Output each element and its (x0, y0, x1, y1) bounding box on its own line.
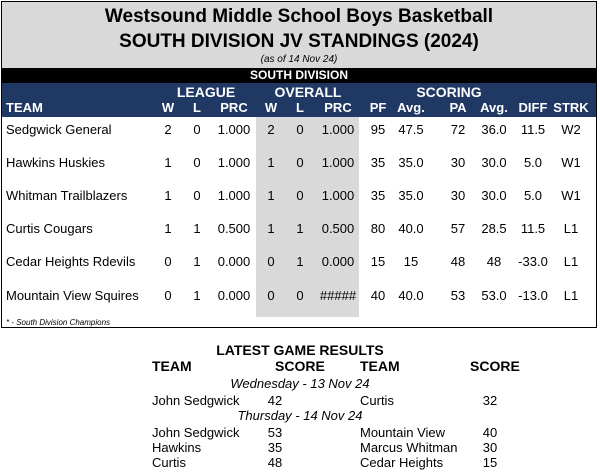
cell-l: 0 (296, 188, 304, 203)
game-team: John Sedgwick (152, 425, 240, 440)
table-row (2, 153, 596, 173)
results-title: LATEST GAME RESULTS (216, 342, 384, 358)
cell-pf: 35 (370, 155, 386, 170)
cell-prc: 0.500 (321, 221, 355, 236)
standings-table (1, 1, 597, 328)
cell-w: 1 (164, 155, 172, 170)
game-score: 40 (482, 425, 498, 440)
cell-strk: L1 (563, 221, 579, 236)
cell-pf: 35 (370, 188, 386, 203)
team-name: Curtis Cougars (6, 221, 93, 236)
team-name: Hawkins Huskies (6, 155, 105, 170)
cell-w: 1 (267, 188, 275, 203)
cell-prc: 0.500 (217, 221, 251, 236)
cell-w: 0 (267, 254, 275, 269)
column-header-4: W (264, 100, 278, 115)
team-name: Whitman Trailblazers (6, 188, 128, 203)
table-row (2, 219, 596, 239)
game-team: Mountain View (360, 425, 446, 440)
cell-strk: L1 (563, 254, 579, 269)
column-header-8: Avg. (397, 100, 425, 115)
cell-pa: 72 (450, 122, 466, 137)
cell-pf: 40 (370, 288, 386, 303)
cell-avg: 40.0 (398, 288, 424, 303)
cell-prc: 1.000 (217, 188, 251, 203)
game-team: Curtis (152, 455, 186, 470)
table-row (2, 120, 596, 140)
cell-w: 1 (164, 221, 172, 236)
group-scoring: SCORING (416, 84, 482, 100)
game-score: 42 (267, 393, 283, 408)
cell-w: 0 (164, 254, 172, 269)
table-row (2, 186, 596, 206)
cell-strk: L1 (563, 288, 579, 303)
page-title: Westsound Middle School Boys Basketball (104, 6, 494, 27)
game-score: 15 (482, 455, 498, 470)
cell-strk: W1 (561, 155, 581, 170)
cell-strk: W1 (561, 188, 581, 203)
game-team: John Sedgwick (152, 393, 240, 408)
cell-l: 0 (193, 155, 201, 170)
cell-prc: 1.000 (321, 155, 355, 170)
cell-avg: 15 (403, 254, 419, 269)
game-team: Hawkins (152, 440, 202, 455)
table-row (2, 286, 596, 306)
cell-l: 0 (193, 188, 201, 203)
cell-l: 1 (296, 221, 304, 236)
cell-l: 1 (193, 254, 201, 269)
cell-avg: 47.5 (398, 122, 424, 137)
cell-prc: 0.000 (217, 288, 251, 303)
cell-diff: 11.5 (520, 221, 546, 236)
as-of-date: (as of 14 Nov 24) (260, 54, 338, 65)
game-score: 35 (267, 440, 283, 455)
cell-avg: 40.0 (398, 221, 424, 236)
cell-avg: 28.5 (481, 221, 507, 236)
cell-l: 0 (296, 288, 304, 303)
cell-pa: 57 (450, 221, 466, 236)
table-header (2, 83, 596, 117)
results-header-score-2: SCORE (470, 358, 520, 374)
team-name: Cedar Heights Rdevils (6, 254, 136, 269)
cell-diff: -33.0 (518, 254, 548, 269)
cell-pa: 48 (450, 254, 466, 269)
cell-prc: 1.000 (217, 122, 251, 137)
cell-strk: W2 (561, 122, 581, 137)
cell-pa: 30 (450, 155, 466, 170)
cell-pf: 15 (370, 254, 386, 269)
results-header-score: SCORE (275, 358, 325, 374)
column-header-0: TEAM (6, 100, 43, 115)
cell-avg: 30.0 (481, 188, 507, 203)
game-team: Marcus Whitman (360, 440, 458, 455)
column-header-12: STRK (553, 100, 589, 115)
game-team: Cedar Heights (360, 455, 444, 470)
game-score: 30 (482, 440, 498, 455)
game-score: 53 (267, 425, 283, 440)
cell-pa: 53 (450, 288, 466, 303)
column-header-6: PRC (324, 100, 352, 115)
game-score: 32 (482, 393, 498, 408)
results-header-team: TEAM (152, 358, 192, 374)
cell-pf: 80 (370, 221, 386, 236)
division-bar: SOUTH DIVISION (2, 68, 596, 83)
column-header-7: PF (369, 100, 387, 115)
column-header-1: W (161, 100, 175, 115)
column-header-10: Avg. (480, 100, 508, 115)
group-overall: OVERALL (274, 84, 342, 100)
cell-avg: 35.0 (398, 188, 424, 203)
group-league: LEAGUE (176, 84, 236, 100)
cell-diff: 5.0 (523, 155, 543, 170)
cell-l: 0 (296, 155, 304, 170)
cell-l: 1 (193, 221, 201, 236)
title-block (2, 2, 596, 68)
cell-w: 2 (164, 122, 172, 137)
cell-l: 0 (193, 122, 201, 137)
game-day-label: Thursday - 14 Nov 24 (237, 408, 363, 423)
results-header-team-2: TEAM (360, 358, 400, 374)
column-header-9: PA (449, 100, 467, 115)
cell-avg: 53.0 (481, 288, 507, 303)
cell-avg: 48 (486, 254, 502, 269)
cell-w: 0 (164, 288, 172, 303)
game-score: 48 (267, 455, 283, 470)
table-row (2, 252, 596, 272)
column-header-11: DIFF (518, 100, 548, 115)
cell-pa: 30 (450, 188, 466, 203)
cell-prc: 0.000 (321, 254, 355, 269)
cell-w: 1 (267, 221, 275, 236)
game-team: Curtis (360, 393, 394, 408)
column-header-2: L (193, 100, 201, 115)
cell-prc: ##### (319, 288, 357, 303)
cell-l: 1 (193, 288, 201, 303)
game-day-label: Wednesday - 13 Nov 24 (230, 376, 370, 391)
cell-diff: -13.0 (518, 288, 548, 303)
cell-w: 0 (267, 288, 275, 303)
latest-game-results (0, 340, 600, 472)
cell-avg: 30.0 (481, 155, 507, 170)
cell-avg: 35.0 (398, 155, 424, 170)
cell-prc: 1.000 (321, 188, 355, 203)
cell-avg: 36.0 (481, 122, 507, 137)
page-subtitle: SOUTH DIVISION JV STANDINGS (2024) (119, 31, 479, 52)
cell-w: 2 (267, 122, 275, 137)
column-header-5: L (296, 100, 304, 115)
column-header-3: PRC (220, 100, 248, 115)
cell-diff: 11.5 (520, 122, 546, 137)
cell-l: 1 (296, 254, 304, 269)
team-name: Mountain View Squires (6, 288, 139, 303)
footnote: * - South Division Champions (6, 318, 111, 327)
team-name: Sedgwick General (6, 122, 112, 137)
cell-diff: 5.0 (523, 188, 543, 203)
cell-pf: 95 (370, 122, 386, 137)
cell-l: 0 (296, 122, 304, 137)
cell-prc: 0.000 (217, 254, 251, 269)
cell-w: 1 (267, 155, 275, 170)
cell-prc: 1.000 (321, 122, 355, 137)
cell-prc: 1.000 (217, 155, 251, 170)
cell-w: 1 (164, 188, 172, 203)
